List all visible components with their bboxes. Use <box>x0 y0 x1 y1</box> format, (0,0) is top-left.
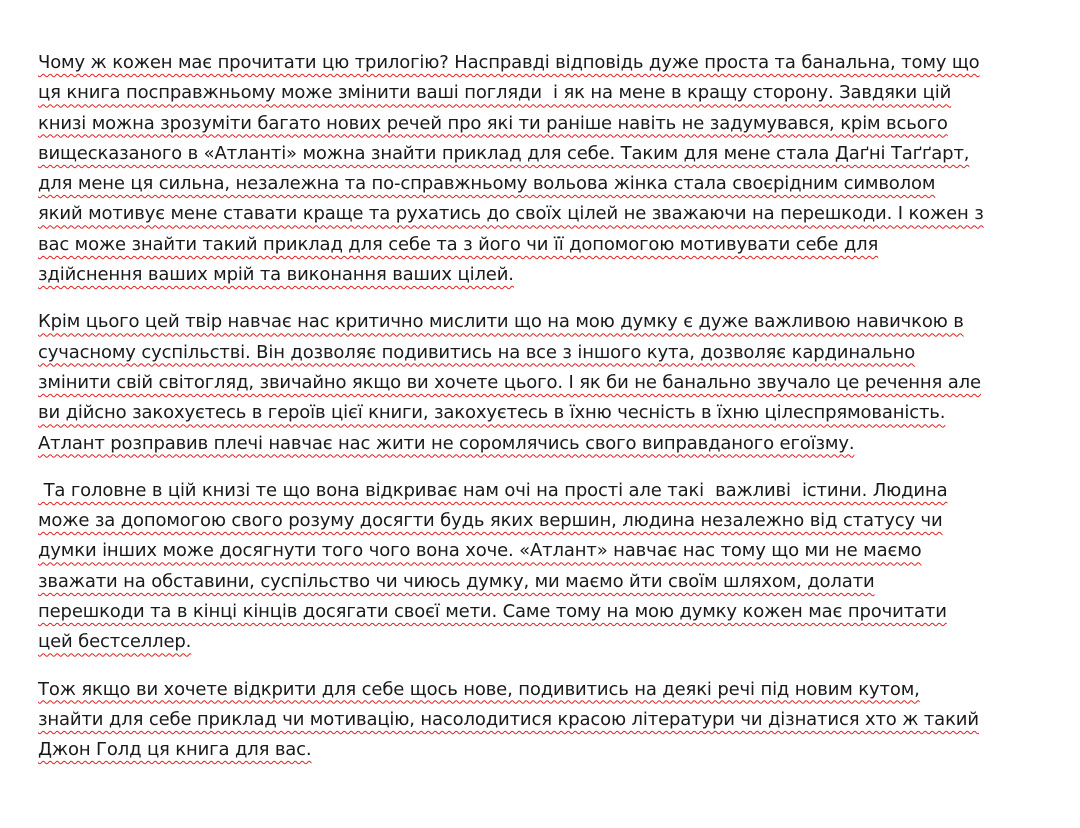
text-line: знайти для себе приклад чи мотивацію, насолодитися красою літератури чи дізнатися хто ж такий <box>38 708 979 730</box>
text-line: Атлант розправив плечі навчає нас жити не соромлячись свого виправданого егоїзму. <box>38 432 855 454</box>
text-line: для мене ця сильна, незалежна та по-справжньому вольова жінка стала своєрідним символом <box>38 173 936 195</box>
text-line: Джон Голд ця книга для вас. <box>38 739 312 761</box>
text-line: Та головне в цій книзі те що вона відкриває нам очі на прості але такі важливі істини. Людина <box>38 479 948 501</box>
text-line: Чому ж кожен має прочитати цю трилогію? Насправді відповідь дуже проста та банальна, тому що <box>38 52 980 73</box>
text-line: зважати на обставини, суспільство чи чиюсь думку, ми маємо йти своїм шляхом, долати <box>38 570 875 592</box>
paragraph-1 <box>38 48 1042 290</box>
text-line: думки інших може досягнути того чого вона хоче. «Атлант» навчає нас тому що ми не маємо <box>38 540 922 562</box>
text-line: книзі можна зрозуміти багато нових речей про які ти раніше навіть не задумувався, крім всього <box>38 112 948 134</box>
text-line: здійснення ваших мрій та виконання ваших цілей. <box>38 264 514 286</box>
paragraph-2 <box>38 307 1042 458</box>
text-line: Крім цього цей твір навчає нас критично мислити що на мою думку є дуже важливою навичкою в <box>38 311 964 333</box>
text-line: ця книга посправжньому може змінити ваші погляди і як на мене в кращу сторону. Завдяки цій <box>38 82 952 104</box>
paragraph-4 <box>38 675 1042 766</box>
text-line: цей бестселлер. <box>38 631 192 653</box>
text-line: вас може знайти такий приклад для себе та з його чи її допомогою мотивувати себе для <box>38 233 879 255</box>
text-line: перешкоди та в кінці кінців досягати своєї мети. Саме тому на мою думку кожен має прочитати <box>38 601 947 623</box>
text-line: вищесказаного в «Атланті» можна знайти приклад для себе. Таким для мене стала Даґні Таґґарт, <box>38 142 970 164</box>
text-line: змінити свій світогляд, звичайно якщо ви хочете цього. І як би не банально звучало це речення але <box>38 371 981 393</box>
document-body[interactable] <box>38 48 1042 783</box>
text-line: Тож якщо ви хочете відкрити для себе щось нове, подивитись на деякі речі під новим кутом, <box>38 678 920 700</box>
text-line: який мотивує мене ставати краще та рухатись до своїх цілей не зважаючи на перешкоди. І кожен з <box>38 203 984 225</box>
paragraph-3 <box>38 476 1042 658</box>
text-line: сучасному суспільстві. Він дозволяє подивитись на все з іншого кута, дозволяє кардинально <box>38 341 916 363</box>
text-line: ви дійсно закохуєтесь в героїв цієї книги, закохуєтесь в їхню чесність в їхню цілеспрямованість. <box>38 402 946 424</box>
text-line: може за допомогою свого розуму досягти будь яких вершин, людина незалежно від статусу чи <box>38 510 943 532</box>
